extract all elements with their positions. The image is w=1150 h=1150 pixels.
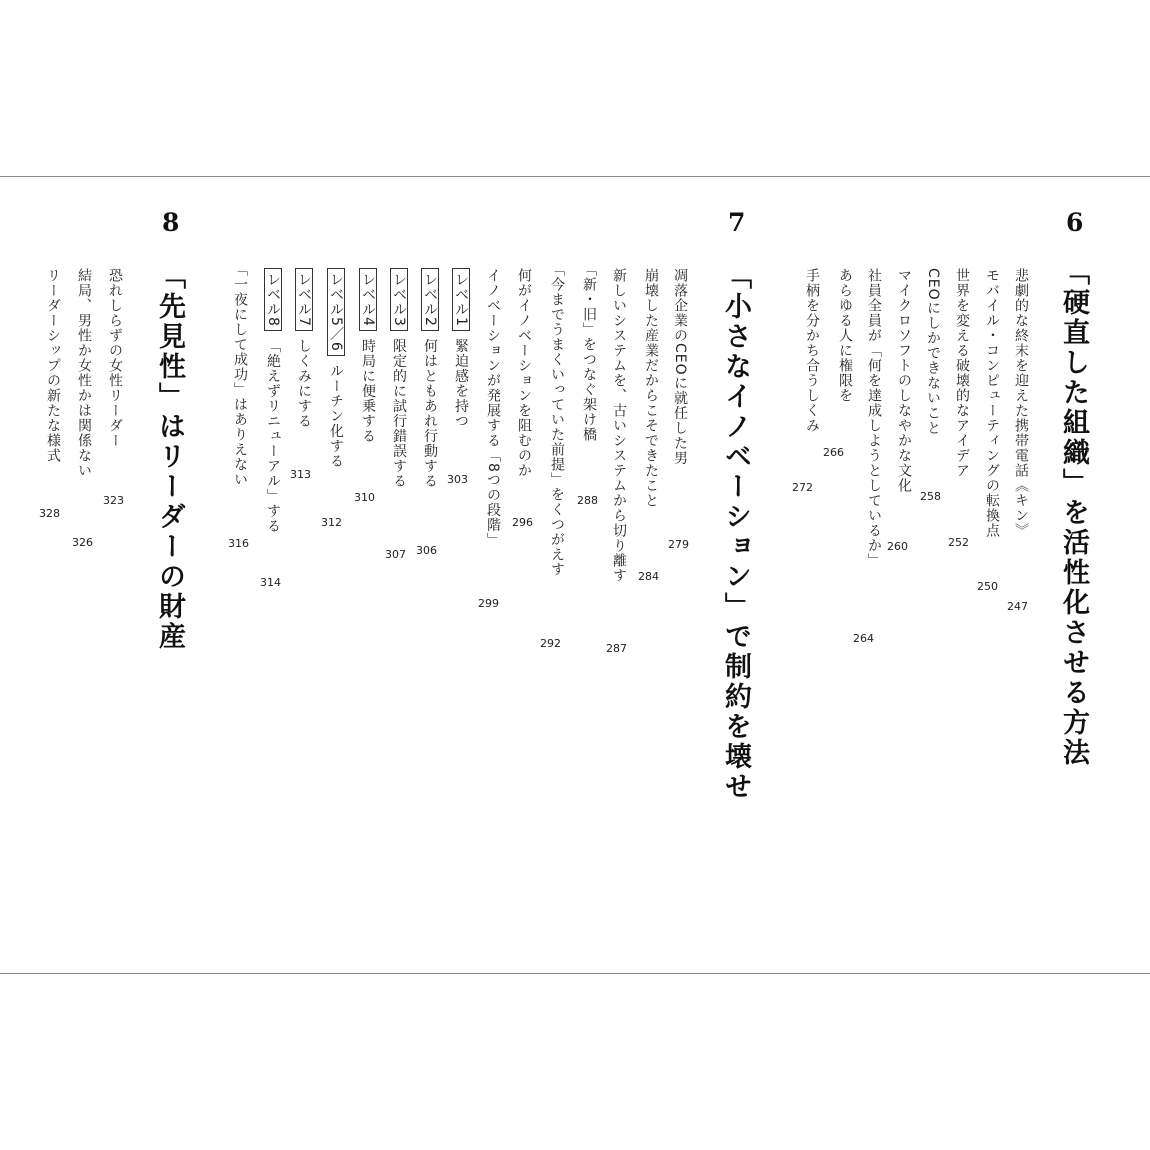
toc-entry: 凋落企業のCEOに就任した男 xyxy=(672,268,688,466)
chapter-title: 「先見性」はリーダーの財産 xyxy=(154,262,185,652)
page-number: 258 xyxy=(920,490,941,503)
page-number: 328 xyxy=(39,507,60,520)
page-number: 312 xyxy=(321,516,342,529)
toc-entry: リーダーシップの新たな様式 xyxy=(45,268,61,463)
toc-entry-text: 時局に便乗する xyxy=(360,338,376,444)
page-number: 296 xyxy=(512,516,533,529)
toc-entry: モバイル・コンピューティングの転換点 xyxy=(984,268,1000,538)
page-number: 284 xyxy=(638,570,659,583)
toc-entry-level xyxy=(327,268,345,469)
page-number: 299 xyxy=(478,597,499,610)
level-badge: レベル8 xyxy=(264,268,282,331)
toc-entry-level xyxy=(264,268,282,534)
level-badge: レベル2 xyxy=(421,268,439,331)
page-number: 313 xyxy=(290,468,311,481)
chapter-title: 「硬直した組織」を活性化させる方法 xyxy=(1058,258,1089,768)
level-badge: レベル3 xyxy=(390,268,408,331)
toc-entry-text: 限定的に試行錯誤する xyxy=(391,338,407,489)
toc-entry-level xyxy=(452,268,470,429)
page-number: 260 xyxy=(887,540,908,553)
page-number: 279 xyxy=(668,538,689,551)
toc-entry-level xyxy=(295,268,313,429)
page-number: 266 xyxy=(823,446,844,459)
toc-entry-level xyxy=(390,268,408,489)
chapter-title: 「小さなイノベーション」で制約を壊せ xyxy=(720,262,751,802)
page-number: 288 xyxy=(577,494,598,507)
page-number: 250 xyxy=(977,580,998,593)
page-number: 303 xyxy=(447,473,468,486)
page-number: 307 xyxy=(385,548,406,561)
toc-entry: 悲劇的な終末を迎えた携帯電話《キン》 xyxy=(1013,268,1029,538)
toc-entry-text: 「絶えずリニューアル」する xyxy=(265,338,281,534)
toc-entry: 新しいシステムを、古いシステムから切り離す xyxy=(611,268,627,583)
page-number: 316 xyxy=(228,537,249,550)
toc-entry: 「今までうまくいっていた前提」をくつがえす xyxy=(549,262,565,577)
toc-entry: 何がイノベーションを阻むのか xyxy=(516,268,532,478)
page-number: 292 xyxy=(540,637,561,650)
toc-entry-text: ルーチン化する xyxy=(328,363,344,469)
toc-entry: 「新・旧」をつなぐ架け橋 xyxy=(581,262,597,442)
level-badge: レベル7 xyxy=(295,268,313,331)
page-number: 310 xyxy=(354,491,375,504)
toc-entry: 崩壊した産業だからこそできたこと xyxy=(643,268,659,508)
page-number: 323 xyxy=(103,494,124,507)
toc-entry: 社員全員が「何を達成しようとしているか」 xyxy=(866,268,882,568)
toc-entry-text: しくみにする xyxy=(296,338,312,429)
toc-entry-text: 緊迫感を持つ xyxy=(453,338,469,429)
level-badge: レベル1 xyxy=(452,268,470,331)
chapter-number: 8 xyxy=(162,208,180,237)
page-number: 247 xyxy=(1007,600,1028,613)
page-number: 314 xyxy=(260,576,281,589)
toc-entry-text: 何はともあれ行動する xyxy=(422,338,438,489)
toc-entry: マイクロソフトのしなやかな文化 xyxy=(896,268,912,493)
page-number: 264 xyxy=(853,632,874,645)
page-number: 252 xyxy=(948,536,969,549)
toc-entry-level xyxy=(421,268,439,489)
page-number: 287 xyxy=(606,642,627,655)
toc-entry: あらゆる人に権限を xyxy=(837,268,853,403)
toc-entry: 手柄を分かち合うしくみ xyxy=(804,268,820,433)
toc-entry: 「一夜にして成功」はありえない xyxy=(232,262,248,487)
toc-entry: 世界を変える破壊的なアイデア xyxy=(954,268,970,478)
level-badge: レベル4 xyxy=(359,268,377,331)
page-number: 272 xyxy=(792,481,813,494)
chapter-number: 7 xyxy=(728,208,746,237)
chapter-number: 6 xyxy=(1066,208,1084,237)
toc-entry: CEOにしかできないこと xyxy=(925,268,941,436)
page-number: 306 xyxy=(416,544,437,557)
toc-entry: イノベーションが発展する「8つの段階」 xyxy=(485,268,501,548)
level-badge: レベル5／6 xyxy=(327,268,345,356)
toc-entry: 恐れしらずの女性リーダー xyxy=(107,268,123,448)
toc-entry: 結局、男性か女性かは関係ない xyxy=(76,268,92,478)
toc-entry-level xyxy=(359,268,377,444)
page-number: 326 xyxy=(72,536,93,549)
